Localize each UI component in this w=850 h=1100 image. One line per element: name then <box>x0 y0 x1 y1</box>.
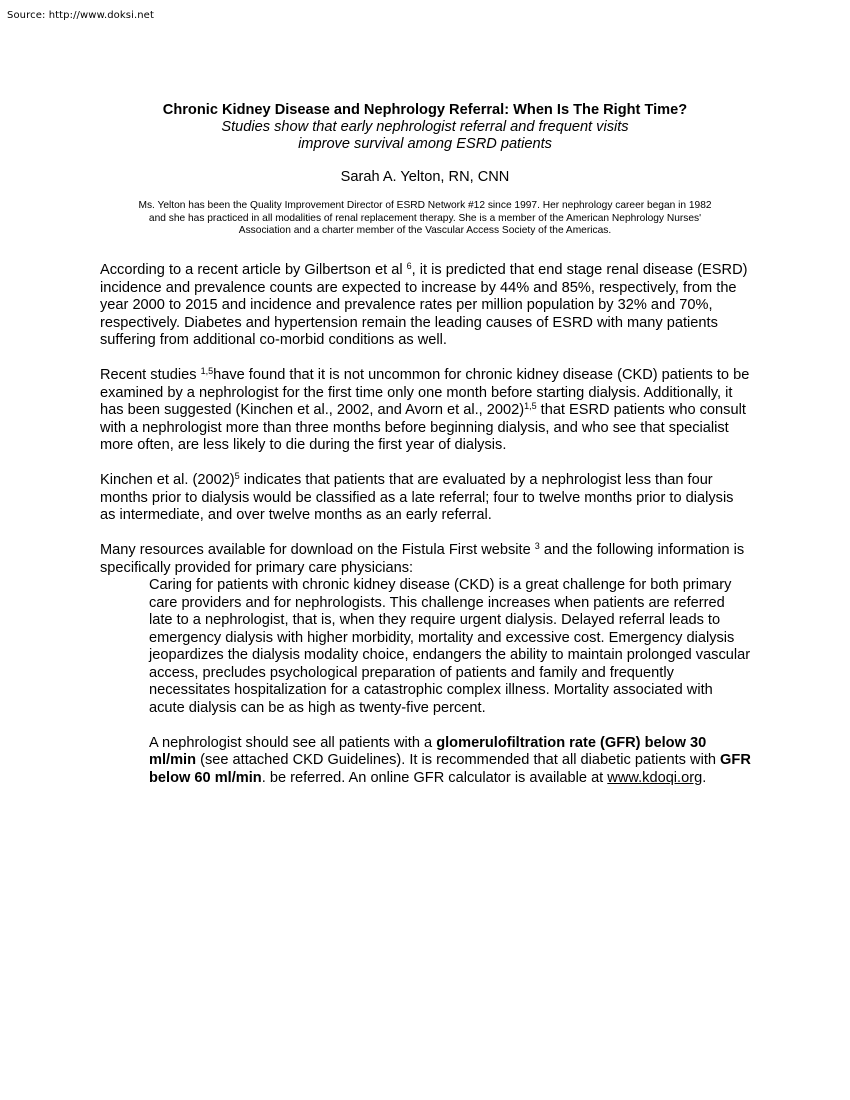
title-block <box>0 101 850 238</box>
bio-line-3: Association and a charter member of the Vascular Access Society of the Americas. <box>238 225 612 237</box>
paragraph-1 <box>100 262 752 350</box>
paragraph-text: Many resources available for download on the Fistula First website <box>100 542 535 558</box>
paragraph-text: have found that it is not uncommon for chronic kidney disease (CKD) patients to be examined by a nephrologist for the first time only one month before starting dialysis. Additionally, it has been suggested (Kinchen et al., 2002, and Avorn et al., 2002) <box>100 367 750 418</box>
bio-line-1: Ms. Yelton has been the Quality Improvement Director of ESRD Network #12 since 1997. Her nephrology career began in 1982 <box>138 200 712 211</box>
citation-superscript: 1,5 <box>524 401 537 411</box>
paragraph-text: indicates that patients that are evaluated by a nephrologist less than four months prior to dialysis would be classified as a late referral; four to twelve months prior to dialysis as intermediate, and over twelve months as an early referral. <box>100 472 734 523</box>
source-note: Source: http://www.doksi.net <box>7 10 154 21</box>
paragraph-text: . be referred. An online GFR calculator is available at <box>261 769 608 786</box>
quote-paragraph-2 <box>149 735 752 788</box>
paragraph-text: that ESRD patients who consult with a nephrologist more than three months before beginning dialysis, and who see that specialist more often, are less likely to die during the first year of dialysis. <box>100 402 746 453</box>
author-bio <box>100 200 750 238</box>
paragraph-2 <box>100 367 752 455</box>
paragraph-text: (see attached CKD Guidelines). It is recommended that all diabetic patients with <box>196 752 721 768</box>
paragraph-4 <box>100 542 752 577</box>
bold-gfr-30: glomerulofiltration rate (GFR) below 30 ml/min <box>149 734 707 768</box>
paragraph-text: According to a recent article by Gilbertson et al <box>100 262 407 278</box>
bio-line-2: and she has practiced in all modalities of renal replacement therapy. She is a member of the American Nephrology Nurses' <box>148 212 702 224</box>
quoted-block <box>149 577 752 787</box>
paragraph-text: Kinchen et al. (2002) <box>100 472 235 488</box>
kdoqi-link[interactable]: www.kdoqi.org <box>607 769 703 786</box>
citation-superscript: 6 <box>406 261 412 271</box>
quote-paragraph-1: Caring for patients with chronic kidney disease (CKD) is a great challenge for both primary care providers and for nephrologists. This challenge increases when patients are referred late to a nephrologist, that is, when they require urgent dialysis. Delayed referral leads to emergency dialysis with higher morbidity, mortality and excessive cost. Emergency dialysis jeopardizes the dialysis modality choice, endangers the ability to maintain prolonged vascular access, precludes psychological preparation of patients and family and frequently necessitates hospitalization for a catastrophic complex illness. Mortality associated with acute dialysis can be as high as twenty-five percent. <box>149 577 751 716</box>
paragraph-3 <box>100 472 752 525</box>
paragraph-text: Recent studies <box>100 367 201 383</box>
citation-superscript: 1,5 <box>200 366 214 376</box>
document-title: Chronic Kidney Disease and Nephrology Referral: When Is The Right Time? <box>162 102 688 118</box>
bold-gfr-60: GFR below 60 ml/min <box>149 752 751 786</box>
body-text <box>100 262 752 805</box>
document-subtitle <box>0 119 850 153</box>
subtitle-line-1: Studies show that early nephrologist referral and frequent visits <box>221 119 629 135</box>
paragraph-text: . <box>702 769 707 786</box>
paragraph-text: and the following information is specifically provided for primary care physicians: <box>100 542 745 576</box>
author-name: Sarah A. Yelton, RN, CNN <box>340 169 510 185</box>
citation-superscript: 3 <box>534 541 540 551</box>
subtitle-line-2: improve survival among ESRD patients <box>298 136 552 152</box>
citation-superscript: 5 <box>234 471 240 481</box>
paragraph-text: , it is predicted that end stage renal disease (ESRD) incidence and prevalence counts are expected to increase by 44% and 85%, respectively, from the year 2000 to 2015 and incidence and prevalence rates per million population by 32% and 70%, respectively. Diabetes and hypertension remain the leading causes of ESRD with many patients suffering from additional co-morbid conditions as well. <box>100 262 748 348</box>
paragraph-text: A nephrologist should see all patients with a <box>149 734 437 751</box>
